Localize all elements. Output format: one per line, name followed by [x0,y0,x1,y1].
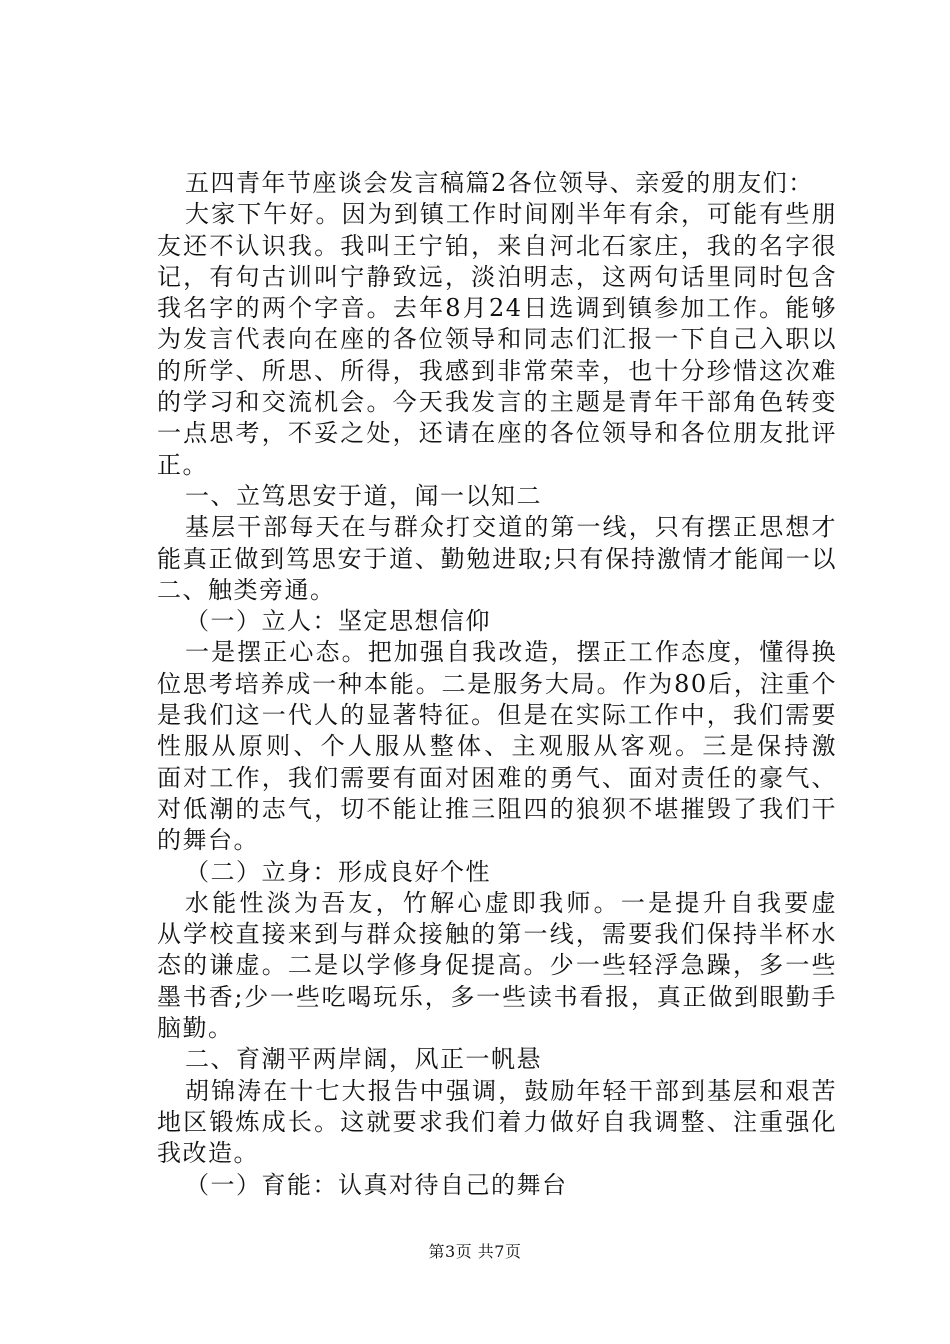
text-line: 二、触类旁通。 [157,575,336,604]
text-line: 墨书香;少一些吃喝玩乐，多一些读书看报，真正做到眼勤手 [157,982,837,1011]
text-line: 是我们这一代人的显著特征。但是在实际工作中，我们需要 [157,701,837,730]
text-line: 的舞台。 [157,826,259,855]
text-line: 的所学、所思、所得，我感到非常荣幸，也十分珍惜这次难 [157,356,837,385]
text-line: 正。 [157,450,208,479]
page-footer: 第3页 共7页 [428,1242,522,1261]
text-line: （一）育能：认真对待自己的舞台 [185,1170,568,1199]
text-line: 二、育潮平两岸阔，风正一帆悬 [185,1045,542,1074]
text-line: 大家下午好。因为到镇工作时间刚半年有余，可能有些朋 [185,200,837,229]
text-line: 地区锻炼成长。这就要求我们着力做好自我调整、注重强化 [157,1107,837,1136]
text-line: 的学习和交流机会。今天我发言的主题是青年干部角色转变 [157,388,837,417]
text-line: （一）立人：坚定思想信仰 [185,607,491,636]
text-line: 我改造。 [157,1139,259,1168]
text-line: 面对工作，我们需要有面对困难的勇气、面对责任的豪气、 [157,763,837,792]
text-line: 为发言代表向在座的各位领导和同志们汇报一下自己入职以 [157,325,837,354]
text-line: 胡锦涛在十七大报告中强调，鼓励年轻干部到基层和艰苦 [185,1076,837,1105]
text-line: 记，有句古训叫宁静致远，淡泊明志，这两句话里同时包含 [157,262,837,291]
text-line: （二）立身：形成良好个性 [185,857,491,886]
text-line: 五四青年节座谈会发言稿篇2各位领导、亲爱的朋友们： [185,169,814,197]
text-line: 脑勤。 [157,1014,234,1043]
text-line: 对低潮的志气，切不能让推三阻四的狼狈不堪摧毁了我们干 [157,794,837,823]
text-line: 友还不认识我。我叫王宁铂，来自河北石家庄，我的名字很 [157,231,837,260]
text-line: 我名字的两个字音。去年8月24日选调到镇参加工作。能够 [157,294,837,323]
text-line: 能真正做到笃思安于道、勤勉进取;只有保持激情才能闻一以 [157,544,837,573]
document-body [157,168,837,1201]
text-line: 一点思考，不妥之处，还请在座的各位领导和各位朋友批评 [157,419,837,448]
text-line: 一、立笃思安于道，闻一以知二 [185,481,542,510]
text-line: 性服从原则、个人服从整体、主观服从客观。三是保持激 [157,732,837,761]
text-line: 水能性淡为吾友，竹解心虚即我师。一是提升自我要虚 [185,888,837,917]
text-line: 基层干部每天在与群众打交道的第一线，只有摆正思想才 [185,513,837,542]
text-line: 位思考培养成一种本能。二是服务大局。作为80后，注重个 [157,669,837,698]
text-line: 态的谦虚。二是以学修身促提高。少一些轻浮急躁，多一些 [157,951,837,980]
text-line: 一是摆正心态。把加强自我改造，摆正工作态度，懂得换 [185,638,837,667]
text-line: 从学校直接来到与群众接触的第一线，需要我们保持半杯水 [157,920,837,949]
